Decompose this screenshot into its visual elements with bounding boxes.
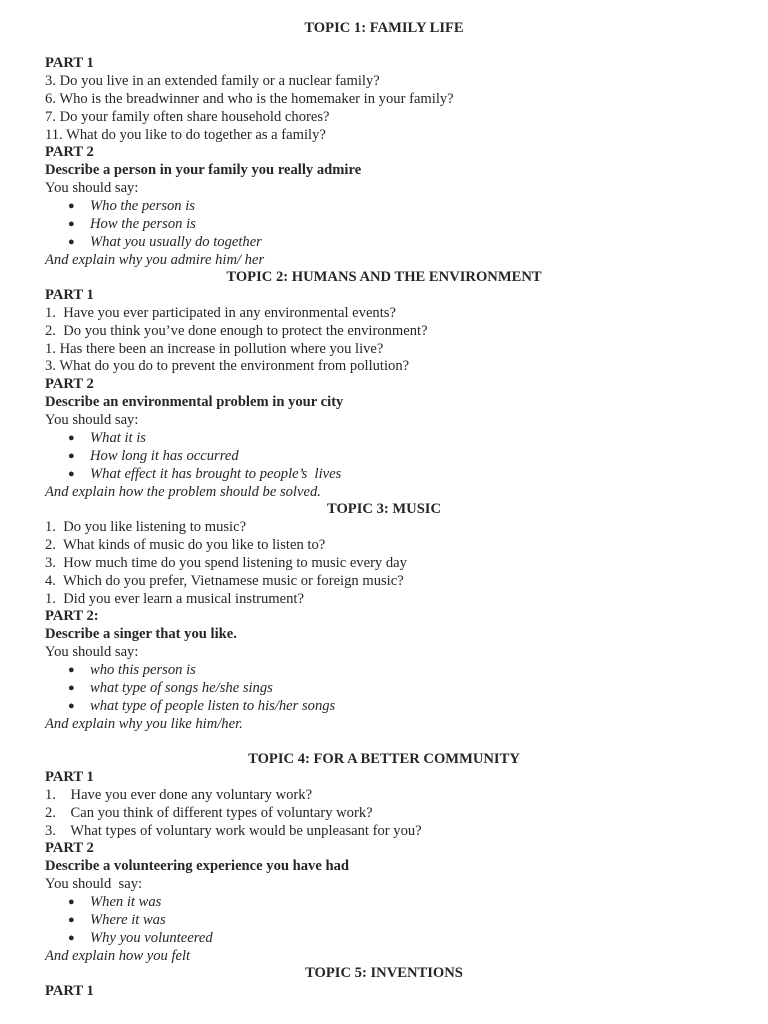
topic-4-title: TOPIC 4: FOR A BETTER COMMUNITY — [248, 751, 520, 767]
bullet-item: ● How the person is — [68, 216, 196, 232]
bullet-icon: ● — [68, 682, 75, 694]
cue-card-title: Describe a person in your family you really admire — [45, 162, 362, 178]
bullet-item: ● What you usually do together — [68, 234, 262, 250]
bullet-icon: ● — [68, 664, 75, 676]
question-line: 3. Do you live in an extended family or a nuclear family? — [45, 73, 380, 89]
topic-5-part-1-label: PART 1 — [45, 983, 94, 999]
question-line: 1. Have you ever participated in any environmental events? — [45, 305, 396, 321]
topic-2-part-2-label: PART 2 — [45, 376, 94, 392]
bullet-item: ● What effect it has brought to people’s lives — [68, 466, 342, 482]
question-line: 3. What types of voluntary work would be unpleasant for you? — [45, 823, 422, 839]
topic-2-title: TOPIC 2: HUMANS AND THE ENVIRONMENT — [226, 269, 542, 285]
bullet-item: ● what type of songs he/she sings — [68, 680, 273, 696]
bullet-icon: ● — [68, 218, 75, 230]
question-line: 1. Did you ever learn a musical instrument? — [45, 591, 304, 607]
question-line: 1. Do you like listening to music? — [45, 519, 247, 535]
bullet-item: ● Where it was — [68, 912, 166, 928]
topic-4-part-2-label: PART 2 — [45, 840, 94, 856]
topic-3-title: TOPIC 3: MUSIC — [326, 501, 442, 517]
topic-1-part-2-label: PART 2 — [45, 144, 94, 160]
topic-2-part-1-label: PART 1 — [45, 287, 94, 303]
cue-card-title: Describe a singer that you like. — [45, 626, 237, 642]
question-line: 2. Can you think of different types of voluntary work? — [45, 805, 373, 821]
bullet-icon: ● — [68, 450, 75, 462]
question-line: 6. Who is the breadwinner and who is the homemaker in your family? — [45, 91, 454, 107]
bullet-icon: ● — [68, 432, 75, 444]
cue-card-title: Describe a volunteering experience you have had — [45, 858, 350, 874]
topic-1-title: TOPIC 1: FAMILY LIFE — [304, 20, 464, 36]
bullet-item: ● When it was — [68, 894, 162, 910]
explain-line: And explain how you felt — [45, 948, 191, 964]
question-line: 7. Do your family often share household chores? — [45, 109, 330, 125]
you-should-say: You should say: — [45, 412, 139, 428]
bullet-item: ● Why you volunteered — [68, 930, 213, 946]
question-line: 1. Have you ever done any voluntary work? — [45, 787, 313, 803]
topic-5-title: TOPIC 5: INVENTIONS — [305, 965, 463, 981]
bullet-icon: ● — [68, 932, 75, 944]
explain-line: And explain how the problem should be solved. — [45, 484, 321, 500]
explain-line: And explain why you admire him/ her — [45, 252, 265, 268]
question-line: 2. What kinds of music do you like to listen to? — [45, 537, 326, 553]
question-line: 11. What do you like to do together as a family? — [45, 127, 326, 143]
you-should-say: You should say: — [45, 876, 143, 892]
question-line: 3. What do you do to prevent the environment from pollution? — [45, 358, 410, 374]
bullet-item: ● who this person is — [68, 662, 196, 678]
cue-card-title: Describe an environmental problem in your city — [45, 394, 344, 410]
topic-1-part-1-label: PART 1 — [45, 55, 94, 71]
question-line: 1. Has there been an increase in pollution where you live? — [45, 341, 384, 357]
bullet-icon: ● — [68, 896, 75, 908]
bullet-item: ● what type of people listen to his/her songs — [68, 698, 336, 714]
explain-line: And explain why you like him/her. — [45, 716, 243, 732]
bullet-icon: ● — [68, 236, 75, 248]
question-line: 4. Which do you prefer, Vietnamese music or foreign music? — [45, 573, 404, 589]
bullet-item: ● How long it has occurred — [68, 448, 239, 464]
question-line: 3. How much time do you spend listening to music every day — [45, 555, 407, 571]
bullet-icon: ● — [68, 468, 75, 480]
bullet-icon: ● — [68, 700, 75, 712]
question-line: 2. Do you think you’ve done enough to protect the environment? — [45, 323, 428, 339]
topic-4-part-1-label: PART 1 — [45, 769, 94, 785]
bullet-item: ● What it is — [68, 430, 146, 446]
topic-3-part-2-label: PART 2: — [45, 608, 99, 624]
you-should-say: You should say: — [45, 180, 139, 196]
bullet-icon: ● — [68, 914, 75, 926]
bullet-icon: ● — [68, 200, 75, 212]
you-should-say: You should say: — [45, 644, 139, 660]
bullet-item: ● Who the person is — [68, 198, 195, 214]
